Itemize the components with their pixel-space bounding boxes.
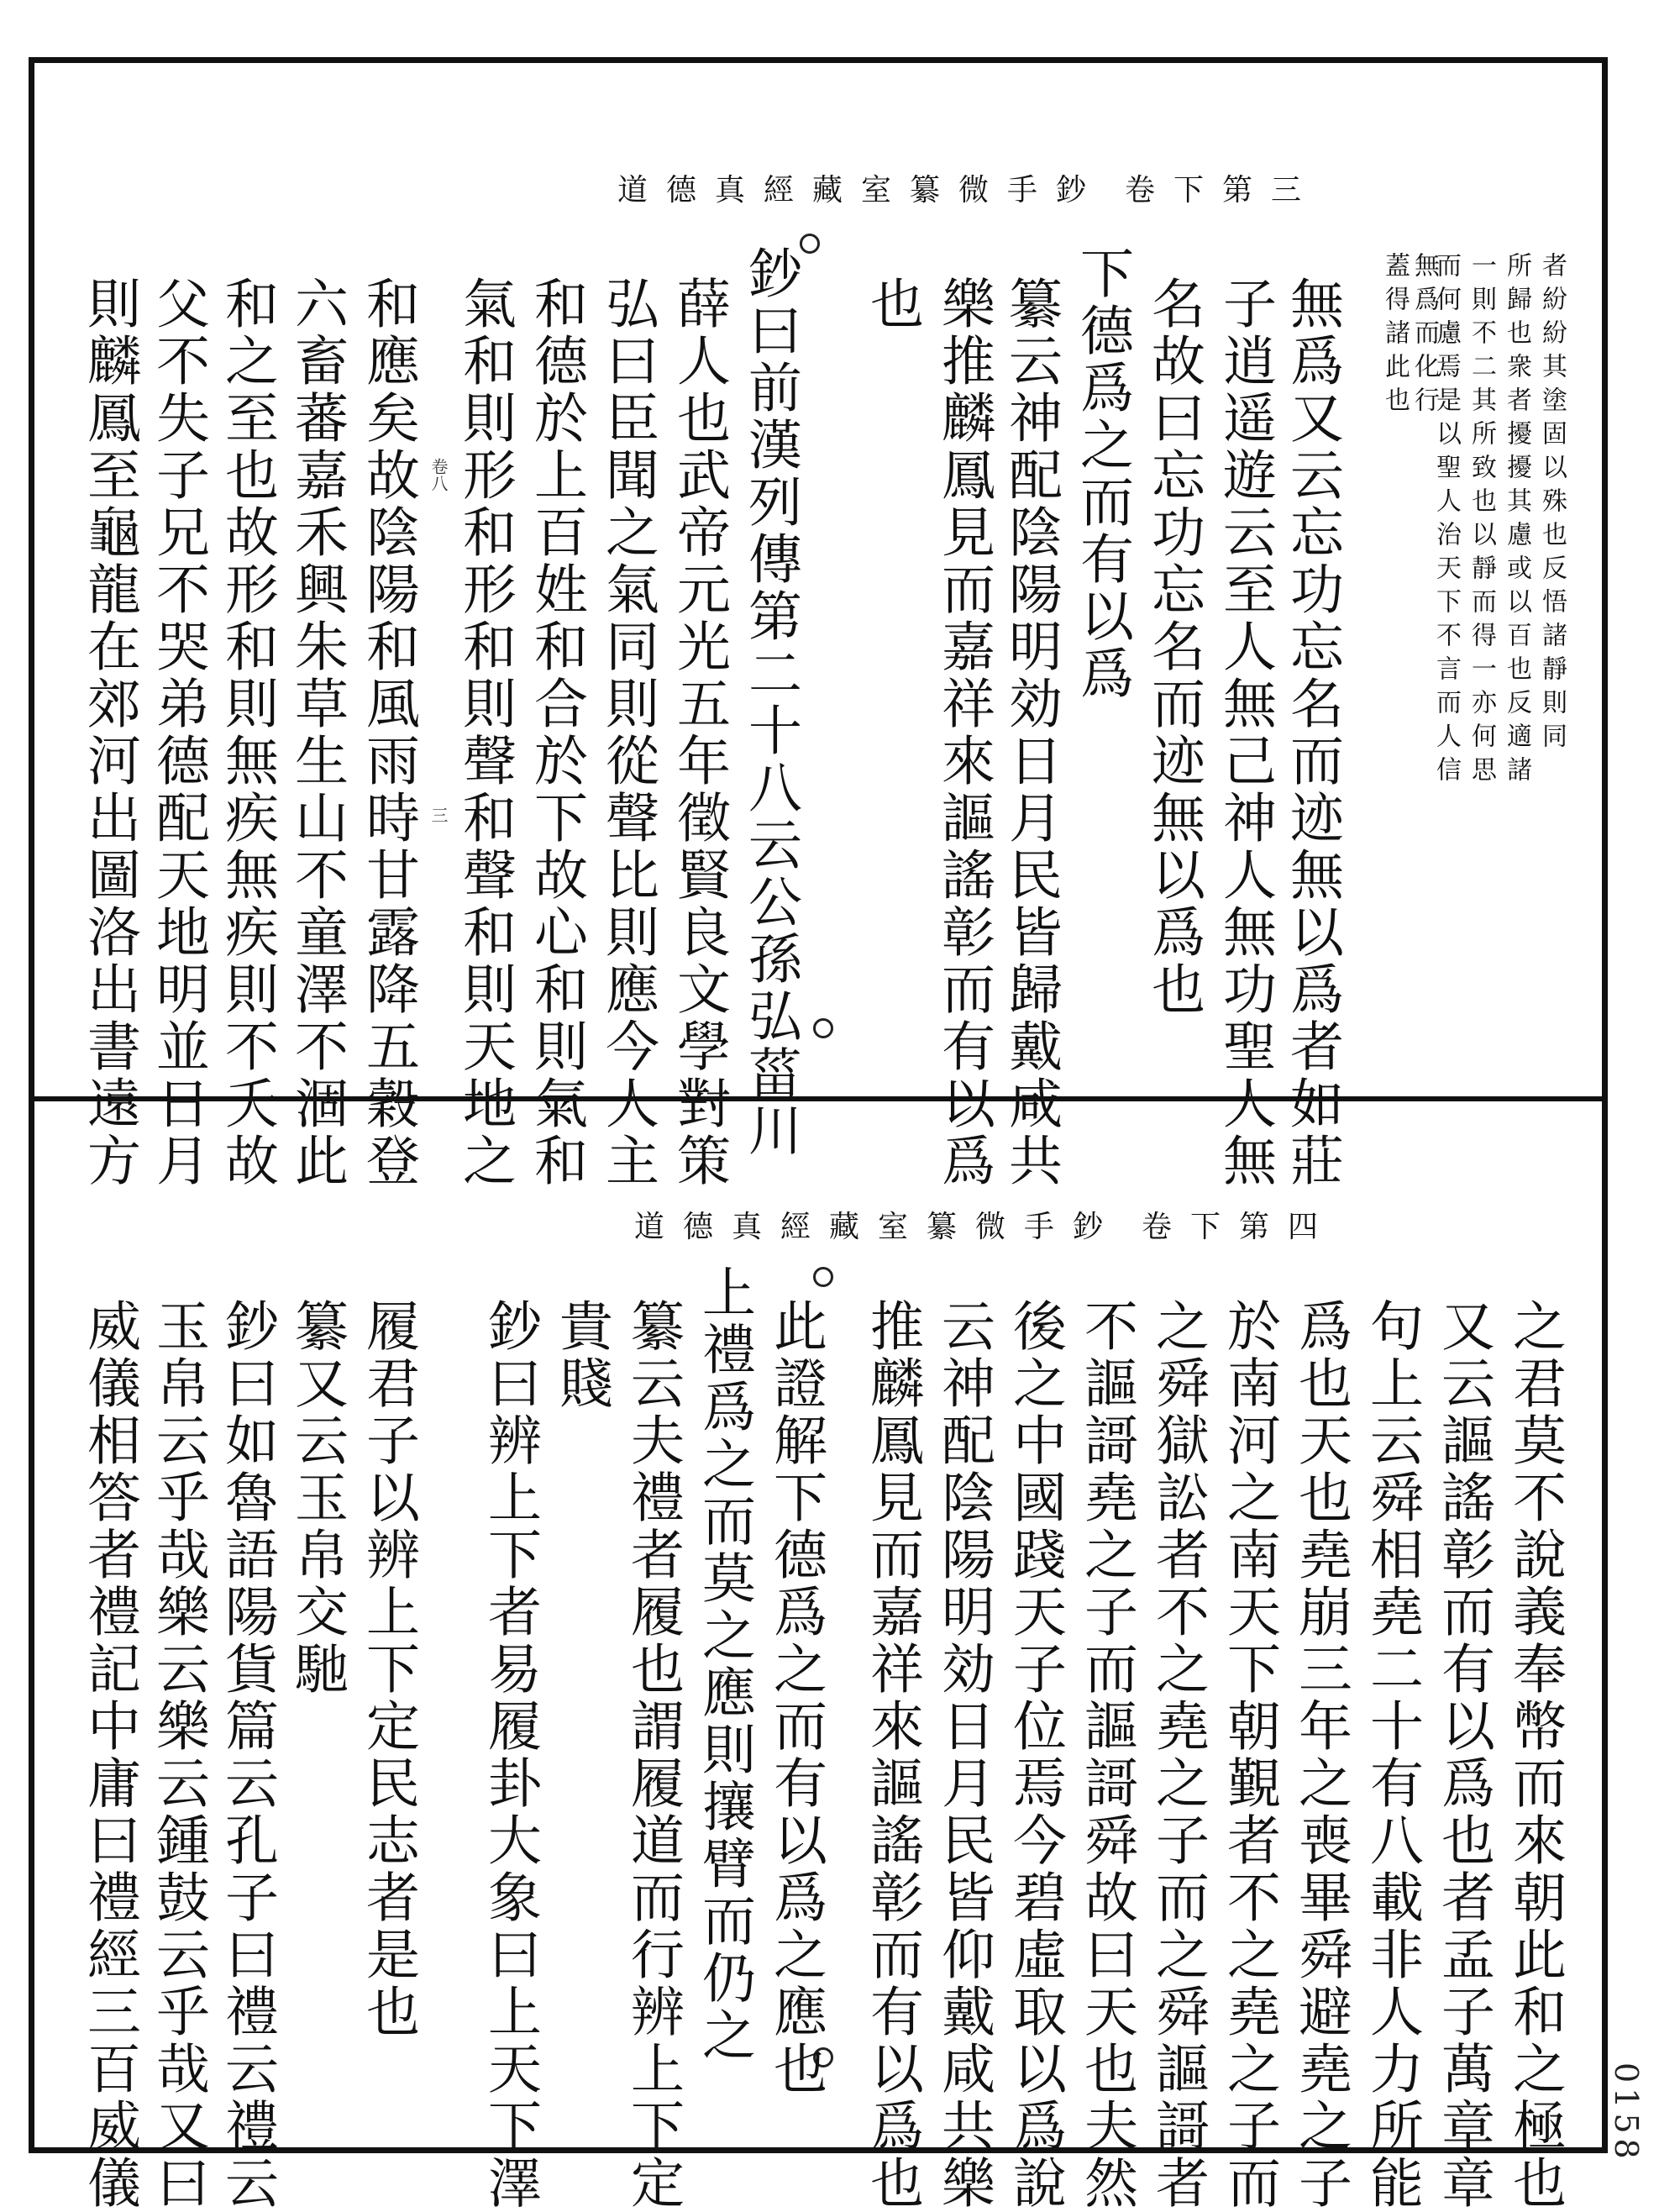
bottom-col-13: 纂云夫禮者履也謂履道而行辨上下定	[622, 1298, 684, 2212]
top-col-13: 也	[861, 276, 923, 333]
bottom-col-15: 鈔曰辨上下者易履卦大象曰上天下澤	[479, 1298, 541, 2212]
top-col-annotation-1: 者紛紛其塗固以殊也反悟諸靜則同	[1537, 252, 1567, 756]
top-running-header	[617, 166, 1320, 209]
top-col-18: 氣和則形和形和則聲和聲和則天地之	[454, 276, 516, 1190]
page-number: 0158	[1608, 2062, 1645, 2164]
bottom-col-12: 上禮爲之而莫之應則攘臂而仍之	[693, 1264, 755, 2064]
bottom-circle-mark	[813, 1267, 833, 1287]
top-col-20: 六畜蕃嘉禾興朱草生山不童澤不涸此	[286, 276, 348, 1190]
top-col-annotation-3: 一則不二其所致也以靜而得一亦何思	[1467, 252, 1496, 790]
top-circle-mark-2	[813, 1018, 833, 1038]
top-header-section: 卷下第三	[1125, 173, 1320, 208]
top-col-annotation-4: 而何慮焉是以聖人治天下不言而人信	[1431, 252, 1461, 790]
bottom-col-6: 之舜獄訟者不之堯之子而之舜謳謌者	[1147, 1298, 1209, 2212]
top-col-17: 和德於上百姓和合於下故心和則氣和	[525, 276, 587, 1190]
top-margin-mark-2: 三	[428, 807, 449, 823]
bottom-col-16: 履君子以辨上下定民志者是也	[357, 1298, 419, 2041]
top-col-7: 無爲又云忘功忘名而迹無以爲者如莊	[1281, 276, 1343, 1190]
bottom-col-10: 推麟鳳見而嘉祥來謳謠彰而有以爲也	[861, 1298, 923, 2212]
bottom-col-11: 此證解下德爲之而有以爲之應也	[764, 1298, 827, 2098]
bottom-col-19: 玉帛云乎哉樂云樂云鍾鼓云乎哉又曰	[147, 1298, 209, 2212]
bottom-col-7: 不謳謌堯之子而謳謌舜故曰天也夫然	[1075, 1298, 1137, 2212]
top-col-14: 鈔曰前漢列傳第二十八云公孫弘菑川	[739, 245, 801, 1159]
top-col-12: 樂推麟鳳見而嘉祥來謳謠彰而有以爲	[932, 276, 995, 1190]
top-col-annotation-2: 所歸也衆者擾擾其慮或以百也反適諸	[1502, 252, 1531, 790]
top-col-10: 下德爲之而有以爲	[1071, 245, 1133, 702]
bottom-col-8: 後之中國踐天子位焉今碧虛取以爲說	[1004, 1298, 1066, 2212]
top-col-11: 纂云神配陰陽明効日月民皆歸戴咸共	[1000, 276, 1062, 1190]
bottom-col-9: 云神配陰陽明効日月民皆仰戴咸共樂	[932, 1298, 995, 2212]
bottom-col-14: 貴賤	[550, 1298, 612, 1412]
top-col-8: 子逍遥遊云至人無己神人無功聖人無	[1214, 276, 1276, 1190]
bottom-col-1: 之君莫不說義奉幣而來朝此和之極也	[1504, 1298, 1566, 2212]
bottom-col-17: 纂又云玉帛交馳	[286, 1298, 348, 1698]
bottom-col-18: 鈔曰如魯語陽貨篇云孔子曰禮云禮云	[216, 1298, 278, 2212]
top-header-title: 道德真經藏室纂微手鈔	[617, 173, 1105, 208]
bottom-col-4: 爲也天也堯崩三年之喪畢舜避堯之子	[1289, 1298, 1352, 2212]
top-col-annotation-5: 無爲而化行	[1410, 252, 1439, 420]
top-col-9: 名故曰忘功忘名而迹無以爲也	[1142, 276, 1205, 1018]
top-col-16: 弘曰臣聞之氣同則從聲比則應今人主	[596, 276, 659, 1190]
bottom-header-section: 卷下第四	[1142, 1210, 1337, 1244]
bottom-col-20: 威儀相答者禮記中庸曰禮經三百威儀	[78, 1298, 140, 2212]
top-col-22: 父不失子兄不哭弟德配天地明並日月	[147, 276, 209, 1190]
top-col-19: 和應矣故陰陽和風雨時甘露降五穀登	[357, 276, 419, 1190]
bottom-header-title: 道德真經藏室纂微手鈔	[634, 1210, 1122, 1244]
top-col-21: 和之至也故形和則無疾無疾則不夭故	[216, 276, 278, 1190]
bottom-col-5: 於南河之南天下朝覲者不之堯之子而	[1218, 1298, 1280, 2212]
top-circle-mark	[800, 234, 820, 254]
bottom-col-3: 句上云舜相堯二十有八載非人力所能	[1361, 1298, 1423, 2212]
top-col-15: 薛人也武帝元光五年徵賢良文學對策	[668, 276, 730, 1190]
top-col-23: 則麟鳳至龜龍在郊河出圖洛出書遠方	[78, 276, 140, 1190]
top-margin-mark-1: 卷八	[428, 458, 449, 491]
bottom-col-2: 又云謳謠彰而有以爲也者孟子萬章章	[1432, 1298, 1494, 2212]
top-col-annotation-6: 蓋得諸此也	[1380, 252, 1410, 420]
bottom-running-header	[634, 1203, 1336, 1246]
